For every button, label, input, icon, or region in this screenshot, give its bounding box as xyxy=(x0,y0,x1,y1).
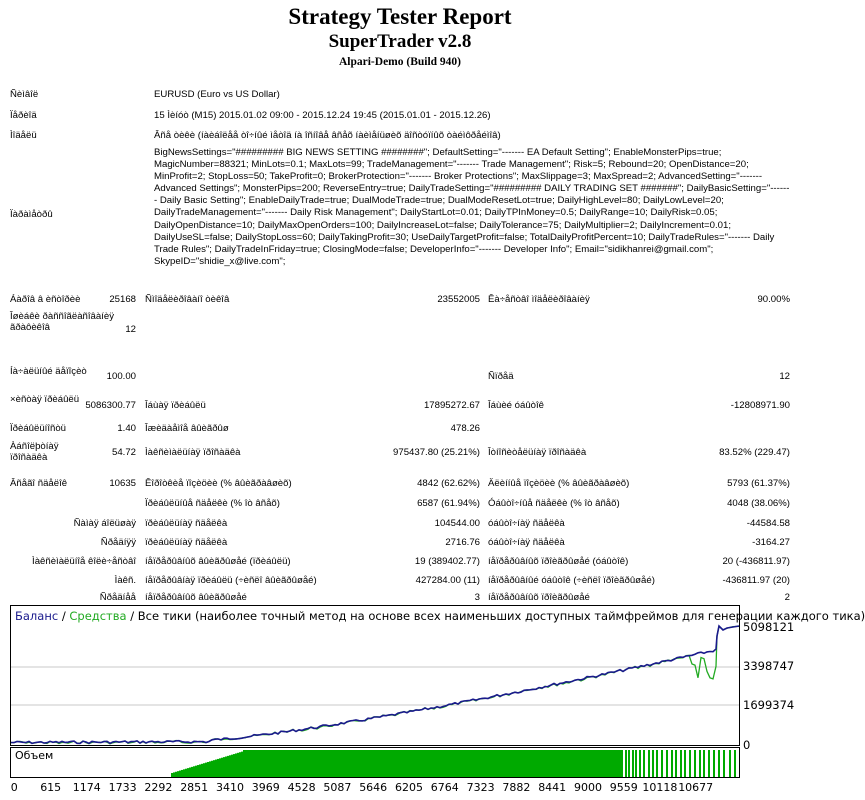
profit-trades-value: 6587 (61.94%) xyxy=(417,498,480,509)
x-axis-label: 1733 xyxy=(108,781,137,794)
volume-bar xyxy=(239,752,241,777)
consecutive-profit-label: íåïðåðûâíàÿ ïðèáûëü (÷èñëî âûèãðûøåé) xyxy=(145,575,317,586)
volume-chart-svg xyxy=(11,748,739,777)
ticks-label: Ñìîäåëèðîâàíî òèêîâ xyxy=(145,294,230,305)
avg-consecutive-wins-value: 3 xyxy=(474,592,480,603)
rel-drawdown-value: 83.52% (229.47) xyxy=(719,447,790,458)
max-drawdown-label: Ìàêñèìàëüíàÿ ïðîñàäêà xyxy=(145,447,241,458)
avg-label: Ñðåäíåå xyxy=(99,592,136,603)
volume-bar xyxy=(648,750,650,777)
consecutive-losses-label: íåïðåðûâíûõ ïðîèãðûøåé (óáûòîê) xyxy=(488,556,629,567)
gross-loss-value: -12808971.90 xyxy=(730,400,790,411)
volume-bar xyxy=(173,772,175,777)
average-loss-value: -3164.27 xyxy=(752,537,790,548)
volume-bar xyxy=(225,757,227,778)
abs-drawdown-value: 54.72 xyxy=(111,447,136,458)
equity-line xyxy=(11,626,739,744)
average-loss-label: óáûòî÷íàÿ ñäåëêà xyxy=(488,537,565,548)
x-axis-label: 6205 xyxy=(395,781,423,794)
info-value: Âñå òèêè (íàèáîëåå òî÷íûé ìåòîä íà îñíîâå âñåõ íàèìåíüøèõ äîñòóïíûõ òàéìôðåéìîâ) xyxy=(154,130,501,141)
short-positions-label: Êîðîòêèå ïîçèöèè (% âûèãðàâøèõ) xyxy=(145,478,292,489)
quality-value: 90.00% xyxy=(757,294,790,305)
volume-bar xyxy=(185,769,187,777)
volume-bar xyxy=(689,750,691,777)
largest-label: Ñàìàÿ áîëüøàÿ xyxy=(73,518,136,529)
volume-bar xyxy=(703,750,705,777)
max-label: Ìàêñ. xyxy=(114,575,136,586)
loss-trades-label: Óáûòî÷íûå ñäåëêè (% îò âñåõ) xyxy=(488,498,620,509)
volume-bar xyxy=(699,750,701,777)
mismatch-label: Îøèáêè ðàññîãëàñîâàíèÿ ãðàôèêîâ xyxy=(10,311,115,333)
expected-payoff-label: Îæèäàåìîå âûèãðûø xyxy=(145,423,229,434)
x-axis-label: 10677 xyxy=(678,781,714,794)
consecutive-loss-value: -436811.97 (20) xyxy=(722,575,790,586)
consecutive-wins-label: íåïðåðûâíûõ âûèãðûøåé (ïðèáûëü) xyxy=(145,556,291,567)
largest-profit-value: 104544.00 xyxy=(434,518,480,529)
consecutive-wins-value: 19 (389402.77) xyxy=(414,556,480,567)
volume-bar xyxy=(628,750,630,777)
expected-payoff-value: 478.26 xyxy=(450,423,480,434)
gross-profit-label: Îáùàÿ ïðèáûëü xyxy=(145,400,206,411)
profit-factor-label: Ïðèáûëüíîñòü xyxy=(10,423,67,434)
volume-bar xyxy=(723,750,725,777)
net-profit-label: ×èñòàÿ ïðèáûëü xyxy=(10,394,80,405)
x-axis-label: 2292 xyxy=(144,781,173,794)
x-axis-label: 10118 xyxy=(642,781,678,794)
volume-chart xyxy=(10,747,740,778)
info-value: 15 Ìèíóò (M15) 2015.01.02 09:00 - 2015.12.24 19:45 (2015.01.01 - 2015.12.26) xyxy=(154,110,491,121)
volume-bar xyxy=(661,750,663,777)
x-axis-label: 6764 xyxy=(430,781,459,794)
gross-loss-label: Îáùèé óáûòîê xyxy=(488,400,545,411)
deposit-label: Íà÷àëüíûé äåïîçèò xyxy=(10,366,87,377)
profit-factor-value: 1.40 xyxy=(117,423,136,434)
volume-bar xyxy=(213,760,215,777)
legend-balance: Баланс xyxy=(15,609,59,623)
volume-bar xyxy=(635,750,637,777)
largest-loss-value: -44584.58 xyxy=(746,518,790,529)
x-axis-label: 5646 xyxy=(359,781,388,794)
spread-label: Ñïðåä xyxy=(488,371,514,382)
volume-bar xyxy=(675,750,677,777)
avg-consecutive-wins-label: íåïðåðûâíûõ âûèãðûøåé xyxy=(145,592,247,603)
volume-bar xyxy=(177,771,179,777)
x-axis-label: 615 xyxy=(40,781,62,794)
volume-bar xyxy=(652,750,654,777)
volume-label: Объем xyxy=(15,749,54,762)
volume-bar xyxy=(193,766,195,777)
max-consecutive-label: Ìàêñèìàëüíîå êîëè÷åñòâî xyxy=(32,556,136,567)
avg-consecutive-losses-value: 2 xyxy=(784,592,790,603)
gross-profit-value: 17895272.67 xyxy=(423,400,480,411)
long-positions-label: Äëèííûå ïîçèöèè (% âûèãðàâøèõ) xyxy=(488,478,630,489)
volume-bar xyxy=(671,750,673,777)
mismatch-value: 12 xyxy=(125,324,136,335)
volume-bar xyxy=(201,764,203,777)
y-axis-label: 3398747 xyxy=(743,659,795,673)
x-axis-label: 9000 xyxy=(574,781,602,794)
volume-bar xyxy=(223,757,225,777)
volume-bar xyxy=(227,756,229,777)
y-axis-label: 5098121 xyxy=(743,620,795,634)
quality-label: Êà÷åñòâî ìîäåëèðîâàíèÿ xyxy=(488,294,590,305)
x-axis-label: 0 xyxy=(10,781,18,794)
volume-bar xyxy=(171,773,173,777)
volume-bar xyxy=(207,762,209,777)
volume-bar xyxy=(179,771,181,777)
legend-equity: Средства xyxy=(69,609,127,623)
volume-bar xyxy=(694,750,696,777)
y-axis-label: 0 xyxy=(743,738,751,752)
volume-bar xyxy=(713,750,715,777)
balance-line xyxy=(11,626,739,743)
volume-bar xyxy=(708,750,710,777)
volume-bar xyxy=(183,769,185,777)
loss-trades-value: 4048 (38.06%) xyxy=(727,498,790,509)
volume-bar xyxy=(680,750,682,777)
total-trades-value: 10635 xyxy=(109,478,136,489)
volume-bar xyxy=(191,767,193,777)
report-title: Strategy Tester Report xyxy=(288,4,512,29)
volume-bar xyxy=(211,761,213,777)
volume-bar xyxy=(195,766,197,777)
average-label: Ñðåäíÿÿ xyxy=(100,537,136,548)
x-axis-label: 2851 xyxy=(180,781,209,794)
info-label: Ìîäåëü xyxy=(10,130,37,141)
total-trades-label: Âñåãî ñäåëîê xyxy=(10,478,68,489)
x-axis-label: 9559 xyxy=(609,781,638,794)
volume-bar xyxy=(199,764,201,777)
net-profit-value: 5086300.77 xyxy=(85,400,136,411)
largest-loss-label: óáûòî÷íàÿ ñäåëêà xyxy=(488,518,565,529)
long-positions-value: 5793 (61.37%) xyxy=(727,478,790,489)
balance-chart-svg xyxy=(11,606,739,745)
largest-profit-label: ïðèáûëüíàÿ ñäåëêà xyxy=(145,518,228,529)
short-positions-value: 4842 (62.62%) xyxy=(417,478,480,489)
bars-label: Áàðîâ â èñòîðèè xyxy=(10,294,81,305)
volume-bar xyxy=(684,750,686,777)
deposit-value: 100.00 xyxy=(106,371,136,382)
volume-bar xyxy=(734,750,736,777)
volume-bar xyxy=(175,772,177,777)
x-axis-label: 3410 xyxy=(216,781,244,794)
average-profit-value: 2716.76 xyxy=(445,537,480,548)
consecutive-losses-value: 20 (-436811.97) xyxy=(722,556,790,567)
volume-bar xyxy=(197,765,199,777)
avg-consecutive-losses-label: íåïðåðûâíûõ ïðîèãðûøåé xyxy=(488,592,590,603)
volume-bar xyxy=(217,759,219,777)
bars-value: 25168 xyxy=(109,294,136,305)
server-build: Alpari-Demo (Build 940) xyxy=(338,56,462,68)
y-axis-label: 1699374 xyxy=(743,698,795,712)
volume-bar xyxy=(219,758,221,777)
info-label: Ïåðèîä xyxy=(10,110,37,121)
volume-bar xyxy=(215,760,217,777)
volume-bar xyxy=(237,753,239,777)
volume-bar xyxy=(718,750,720,777)
volume-bar xyxy=(625,750,627,777)
spread-value: 12 xyxy=(779,371,790,382)
consecutive-loss-label: íåïðåðûâíûé óáûòîê (÷èñëî ïðîèãðûøåé) xyxy=(488,575,655,586)
volume-bar xyxy=(203,763,205,777)
volume-bar xyxy=(656,750,658,777)
parameters-value: BigNewsSettings="######### BIG NEWS SETTING ########"; DefaultSetting="------- EA Default Setting"; EnableMonsterPips=true; MagicNumber=88321; MinLots=0.1; MaxLots=99; TradeManagement="------- Trade Management"; Risk=5; Rebound=20; OpenDistance=20; MinProfit=2; StopLoss=50; TakeProfit=0; BrokerProtection="------- Broker Protections"; MaxSlippage=3; MaxSpread=2; AdvancedSetting="------- Advanced Settings"; MonsterPips=200; ReverseEntry=true; DailyTradeSetting="######### DAILY TRADING SET #######"; DailyBasicSetting="------- Daily Basic Setting"; EnableDailyTrade=true; DualModeTrade=true; DualModeResetLot=true; DailyHighLevel=80; DailyLowLevel=20; DailyTradeManagement="------- Daily Risk Management"; DailyStartLot=0.01; DailyTPInMoney=0.5; DailyRange=10; DailyRisk=0.05; DailyOpenDistance=10; DailyMaxOpenOrders=100; DailyIncreaseLot=false; DailyTolerance=75; DailyMultiplier=2; DailyIncrement=0.01; DailyUseSL=false; DailyStopLoss=60; DailyTakingProfit=30; UseDailyTargetProfit=false; TotalDailyProfitPercent=10; DailyTradeRules="------- Daily Trade Rules"; DailyTradeInFriday=true; ClosingMode=false; DeveloperInfo="------- Developer Info"; Email="sidikhanrei@gmail.com"; SkypeID="shidie_x@live.com"; xyxy=(154,147,790,267)
x-axis-label: 7323 xyxy=(466,781,495,794)
ea-name: SuperTrader v2.8 xyxy=(328,31,472,52)
volume-bar xyxy=(235,753,237,777)
info-value: EURUSD (Euro vs US Dollar) xyxy=(154,89,280,100)
volume-bar xyxy=(729,750,731,777)
volume-bar xyxy=(639,750,641,777)
legend-separator: / xyxy=(58,609,70,623)
ticks-value: 23552005 xyxy=(437,294,480,305)
chart-legend xyxy=(15,609,865,623)
x-axis-label: 8441 xyxy=(538,781,567,794)
x-axis-label: 4528 xyxy=(287,781,316,794)
max-drawdown-value: 975437.80 (25.21%) xyxy=(393,447,480,458)
info-label: Ïàðàìåòðû xyxy=(10,209,53,220)
volume-bar xyxy=(209,761,211,777)
volume-bar xyxy=(189,768,191,778)
x-axis-label: 1174 xyxy=(72,781,101,794)
legend-method: / Все тики (наиболее точный метод на основе всех наименьших доступных таймфреймов для генерации каждого тика) xyxy=(126,609,865,623)
volume-bar xyxy=(632,750,634,777)
consecutive-profit-value: 427284.00 (11) xyxy=(415,575,480,586)
volume-bar xyxy=(233,754,235,777)
volume-bar xyxy=(231,755,233,777)
x-axis-label: 7882 xyxy=(502,781,531,794)
volume-bar xyxy=(666,750,668,777)
volume-bar xyxy=(243,750,623,777)
profit-trades-label: Ïðèáûëüíûå ñäåëêè (% îò âñåõ) xyxy=(145,498,280,509)
volume-bar xyxy=(187,768,189,777)
x-axis-label: 3969 xyxy=(251,781,280,794)
abs-drawdown-label: Àáñîëþòíàÿ ïðîñàäêà xyxy=(10,441,59,463)
volume-bar xyxy=(241,752,243,777)
info-label: Ñèìâîë xyxy=(10,89,39,100)
volume-bar xyxy=(229,755,231,777)
volume-bar xyxy=(181,770,183,777)
volume-bar xyxy=(643,750,645,777)
rel-drawdown-label: Îòíîñèòåëüíàÿ ïðîñàäêà xyxy=(488,447,587,458)
average-profit-label: ïðèáûëüíàÿ ñäåëêà xyxy=(145,537,228,548)
volume-bar xyxy=(221,758,223,777)
x-axis-label: 5087 xyxy=(323,781,352,794)
volume-bar xyxy=(205,763,207,777)
